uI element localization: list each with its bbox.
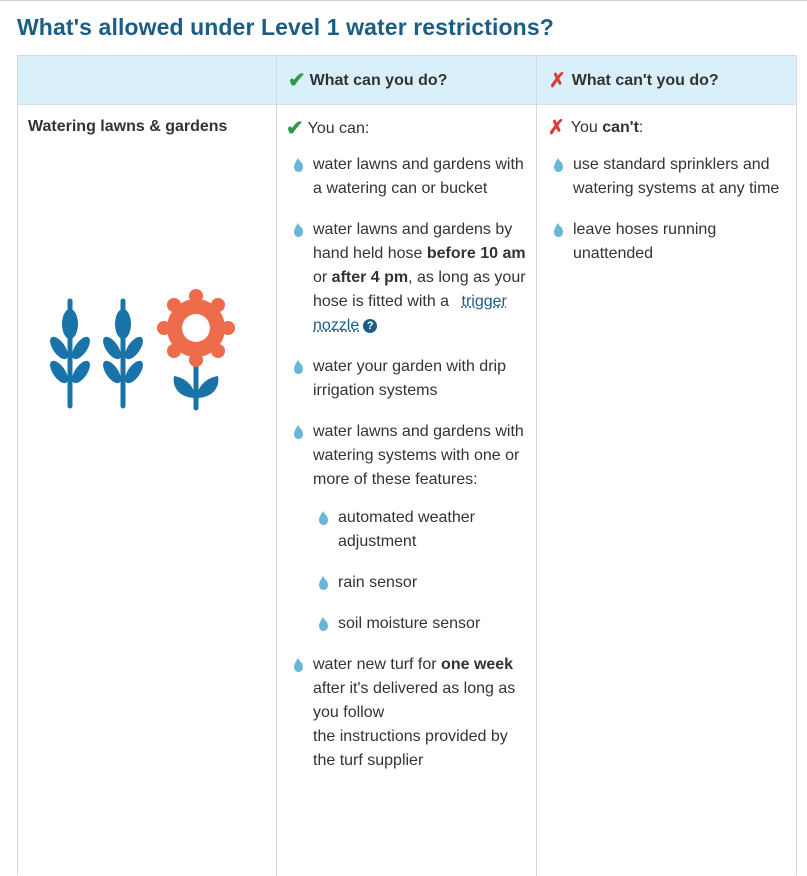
cant-intro-emphasis: can't <box>602 119 639 136</box>
water-drop-icon <box>294 661 303 672</box>
list-item-text: use standard sprinklers and watering systems at any time <box>573 156 780 197</box>
header-cant-label: What can't you do? <box>571 71 719 89</box>
sublist-item <box>313 612 528 636</box>
cant-intro-text: You <box>570 119 603 136</box>
list-item-text: water new turf for <box>313 656 442 673</box>
water-drop-icon <box>294 161 303 172</box>
water-drop-icon <box>319 514 328 525</box>
list-item-emphasis: one week <box>441 656 514 673</box>
column-divider <box>276 56 277 876</box>
header-can <box>288 56 447 105</box>
sublist-item-text: automated weather adjustment <box>338 509 475 550</box>
page-title: What's allowed under Level 1 water restrictions? <box>17 14 554 40</box>
list-item <box>288 420 528 636</box>
list-item <box>288 653 528 773</box>
list-item-text: water lawns and gardens with watering systems with one or more of these features: <box>313 423 524 488</box>
header-can-label: What can you do? <box>309 71 448 89</box>
list-item-emphasis: before 10 am <box>426 245 526 262</box>
water-drop-icon <box>294 428 303 439</box>
check-icon: ✔ <box>288 69 306 92</box>
water-drop-icon <box>554 161 563 172</box>
cant-intro <box>548 118 643 138</box>
trigger-nozzle-link-text[interactable]: trigger nozzle <box>313 293 507 334</box>
sublist-item <box>313 571 528 595</box>
list-item <box>288 153 528 201</box>
restrictions-table <box>17 55 797 875</box>
cant-list <box>548 153 788 283</box>
list-item-text: or <box>313 269 332 286</box>
list-item <box>288 218 528 338</box>
sublist-item <box>313 506 528 554</box>
list-item <box>288 355 528 403</box>
list-item-text: leave hoses running unattended <box>573 221 717 262</box>
column-divider <box>536 56 537 876</box>
can-intro <box>286 118 369 139</box>
water-drop-icon <box>294 363 303 374</box>
sublist-item-text: rain sensor <box>338 574 418 591</box>
cross-icon: ✗ <box>549 69 566 92</box>
list-item-text: the instructions provided by the turf supplier <box>313 728 508 769</box>
list-item-text: water lawns and gardens with a watering can or bucket <box>313 156 524 197</box>
water-drop-icon <box>319 579 328 590</box>
list-item-text: water your garden with drip irrigation systems <box>313 358 506 399</box>
water-drop-icon <box>319 620 328 631</box>
list-item-text: after it's delivered as long as you follow <box>313 680 516 721</box>
row-label: Watering lawns & gardens <box>28 118 228 135</box>
cross-icon: ✗ <box>548 117 565 139</box>
can-list <box>288 153 528 790</box>
question-circle-icon[interactable]: ? <box>363 319 377 333</box>
list-item-emphasis: after 4 pm <box>331 269 409 286</box>
list-item <box>548 153 788 201</box>
sublist-item-text: soil moisture sensor <box>338 615 481 632</box>
cant-intro-text: : <box>638 119 644 136</box>
header-cant <box>549 56 719 105</box>
features-sublist <box>313 506 528 636</box>
list-item-text: water lawns and gardens by hand held hose <box>313 221 513 262</box>
water-drop-icon <box>554 226 563 237</box>
check-icon: ✔ <box>286 117 304 140</box>
water-drop-icon <box>294 226 303 237</box>
list-item-text: , as long as your hose is fitted with a <box>313 269 526 310</box>
can-intro-text: You can: <box>307 119 370 137</box>
list-item <box>548 218 788 266</box>
plants-and-flower-illustration <box>48 286 238 416</box>
